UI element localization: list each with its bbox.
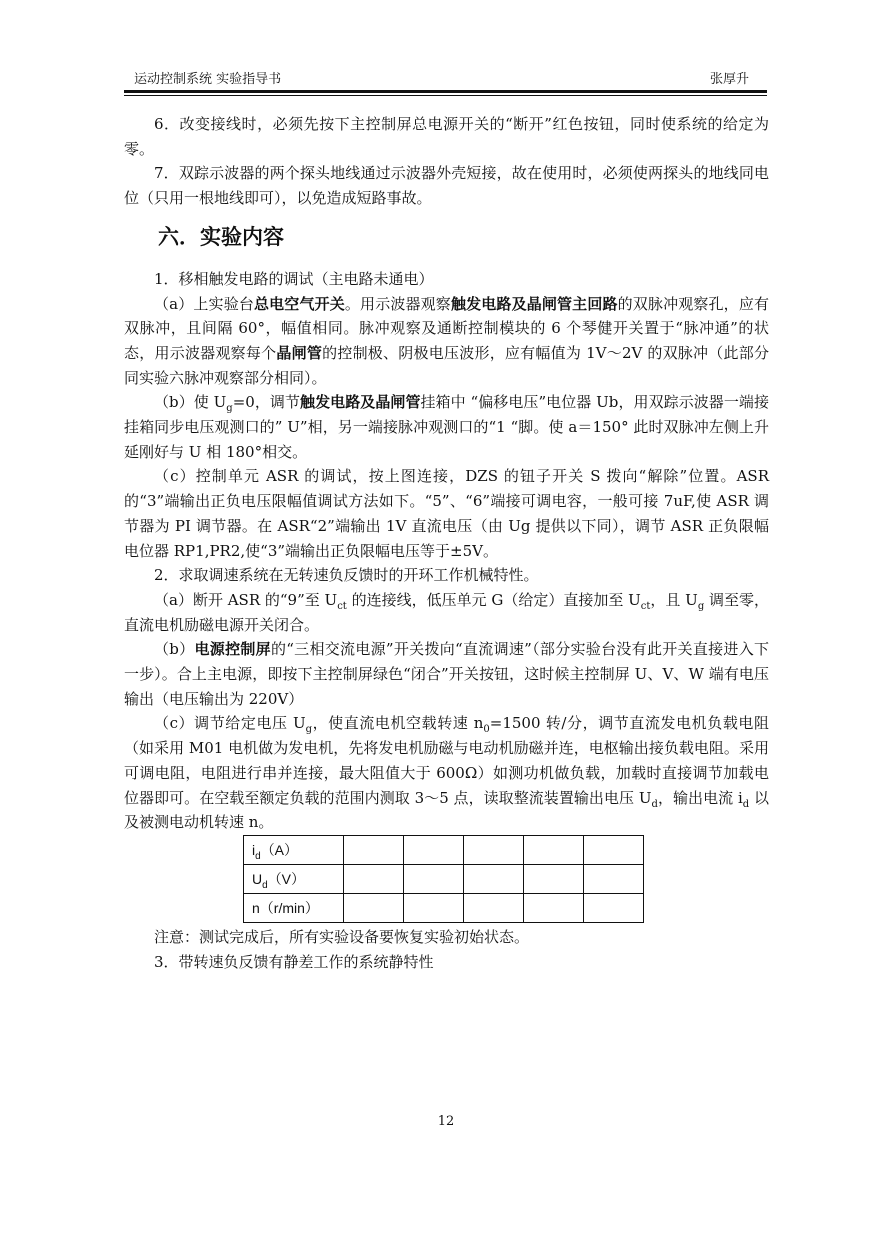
measurement-table — [243, 835, 644, 923]
table-cell — [584, 893, 644, 922]
table-cell — [524, 835, 584, 864]
header-book-title: 运动控制系统 实验指导书 — [134, 72, 282, 87]
step-1c-paragraph: （c）控制单元 ASR 的调试，按上图连接，DZS 的钮子开关 S 拨向“解除”位置。ASR 的“3”端输出正负电压限幅值调试方法如下。“5”、“6”端接可调电容，一般可接 7uF,使 ASR 调节器为 PI 调节器。在 ASR“2”端输出 1V 直流电压（由 Ug 提供以下同），调节 ASR 正负限幅电位器 RP1,PR2,使“3”端输出正负限幅电压等于±5V。 — [124, 467, 769, 560]
table-cell — [524, 864, 584, 893]
section-title: 六．实验内容 — [158, 224, 284, 249]
page-header — [124, 60, 767, 86]
table-cell — [524, 893, 584, 922]
note-paragraph: 注意：测试完成后，所有实验设备要恢复实验初始状态。 — [154, 927, 530, 946]
row-header: n（r/min） — [244, 893, 344, 922]
table-cell — [344, 893, 404, 922]
header-author: 张厚升 — [709, 72, 749, 87]
header-rule-thick — [124, 90, 767, 93]
step-1b-paragraph: （b）使 $U_g=0$，调节触发电路及晶闸管挂箱中 “偏移电压”电位器 Ub，用双踪示波器一端接挂箱同步电压观测口的” U”相，另一端接脉冲观测口的“1 “脚。使 a＝150° 此时双脉冲左侧上升延刚好与 U 相 180°相交。 — [124, 393, 769, 461]
table-cell — [584, 864, 644, 893]
table-cell — [464, 864, 524, 893]
step-2a-paragraph: （a）断开 ASR 的“9”至 $U_{ct}$ 的连接线，低压单元 G（给定）直接加至 $U_{ct}$，且 $U_g$ 调至零，直流电机励磁电源开关闭合。 — [124, 590, 769, 634]
paragraph-6: 6．改变接线时，必须先按下主控制屏总电源开关的“断开”红色按钮，同时使系统的给定为零。 — [124, 115, 769, 158]
table-cell — [404, 864, 464, 893]
table-row — [244, 864, 644, 893]
table-cell — [344, 864, 404, 893]
page-body — [124, 112, 769, 974]
row-header: $i_d(A)$ — [244, 835, 344, 864]
table-row — [244, 893, 644, 922]
step-2b-paragraph: （b）电源控制屏的“三相交流电源”开关拨向“直流调速”（部分实验台没有此开关直接进入下一步）。合上主电源，即按下主控制屏绿色“闭合”开关按钮，这时候主控制屏 U、V、W 端有电压输出（电压输出为 220V） — [124, 640, 769, 708]
table-cell — [584, 835, 644, 864]
table-row — [244, 835, 644, 864]
step-2-heading: 2．求取调速系统在无转速负反馈时的开环工作机械特性。 — [154, 566, 539, 585]
step-1a-paragraph: （a）上实验台总电空气开关。用示波器观察触发电路及晶闸管主回路的双脉冲观察孔，应有双脉冲，且间隔 60°，幅值相同。脉冲观察及通断控制模块的 6 个琴健开关置于“脉冲通”的状态，用示波器观察每个晶闸管的控制极、阴极电压波形，应有幅值为 1V～2V 的双脉冲（此部分同实验六脉冲观察部分相同）。 — [124, 294, 769, 387]
table-cell — [464, 835, 524, 864]
table-cell — [404, 893, 464, 922]
paragraph-7: 7．双踪示波器的两个探头地线通过示波器外壳短接，故在使用时，必须使两探头的地线同电位（只用一根地线即可），以免造成短路事故。 — [124, 164, 769, 208]
table-cell — [464, 893, 524, 922]
row-header: $U_d(V)$ — [244, 864, 344, 893]
table-cell — [344, 835, 404, 864]
table-cell — [404, 835, 464, 864]
page-number: 12 — [437, 1114, 455, 1129]
header-rule-thin — [124, 95, 767, 96]
step-1-heading: 1．移相触发电路的调试（主电路未通电） — [154, 269, 434, 288]
step-3-heading: 3．带转速负反馈有静差工作的系统静特性 — [154, 952, 434, 971]
step-2c-paragraph: （c）调节给定电压 $U_g$，使直流电机空载转速 $n_0=1500$ 转/分，调节直流发电机负载电阻（如采用 M01 电机做为发电机，先将发电机励磁与电动机励磁并连，电枢输出接负载电阻。采用可调电阻，电阻进行串并连接，最大阻值大于 600Ω）如测功机做负载，加载时直接调节加载电位器即可。在空载至额定负载的范围内测取 3～5 点，读取整流装置输出电压 $U_d$，输出电流 $i_d$ 以及被测电动机转速 n。 — [124, 714, 769, 832]
